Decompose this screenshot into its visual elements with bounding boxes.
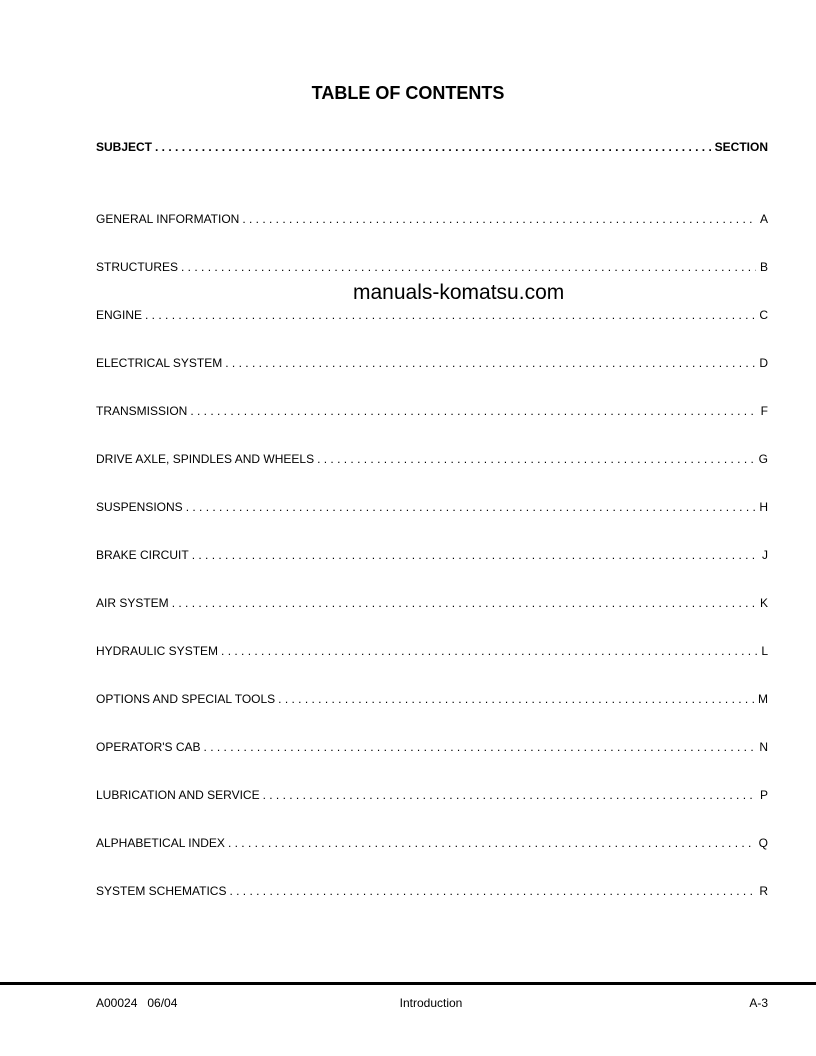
toc-entry[interactable] bbox=[96, 788, 768, 802]
toc-entry-label: ENGINE bbox=[96, 308, 143, 322]
subject-header: SUBJECT bbox=[96, 140, 153, 154]
toc-entry-section: N bbox=[759, 740, 768, 754]
dot-leader bbox=[226, 884, 755, 898]
dot-leader bbox=[225, 836, 755, 850]
toc-entry-section: G bbox=[758, 452, 768, 466]
toc-entry[interactable] bbox=[96, 404, 768, 418]
toc-entry[interactable] bbox=[96, 596, 768, 610]
toc-entry[interactable] bbox=[96, 452, 768, 466]
toc-entry[interactable] bbox=[96, 212, 768, 226]
dot-leader bbox=[142, 308, 755, 322]
toc-entry-section: J bbox=[762, 548, 768, 562]
toc-entry-section: Q bbox=[758, 836, 768, 850]
toc-entry-section: L bbox=[761, 644, 768, 658]
toc-entry-label: HYDRAULIC SYSTEM bbox=[96, 644, 219, 658]
section-header: SECTION bbox=[714, 140, 768, 154]
dot-leader bbox=[183, 500, 756, 514]
toc-entry-section: K bbox=[759, 596, 768, 610]
toc-header bbox=[96, 140, 768, 154]
dot-leader bbox=[222, 356, 755, 370]
toc-entry-section: M bbox=[758, 692, 768, 706]
dot-leader bbox=[314, 452, 755, 466]
toc-entry[interactable] bbox=[96, 884, 768, 898]
toc-entry-label: TRANSMISSION bbox=[96, 404, 188, 418]
dot-leader bbox=[260, 788, 756, 802]
toc-entry-label: ELECTRICAL SYSTEM bbox=[96, 356, 223, 370]
toc-entry-section: C bbox=[759, 308, 768, 322]
toc-entry-label: OPERATOR'S CAB bbox=[96, 740, 201, 754]
toc-entry-section: F bbox=[760, 404, 768, 418]
toc-entry-section: P bbox=[759, 788, 768, 802]
toc-entry-label: SYSTEM SCHEMATICS bbox=[96, 884, 227, 898]
dot-leader bbox=[189, 548, 758, 562]
toc-entry[interactable] bbox=[96, 260, 768, 274]
dot-leader bbox=[169, 596, 756, 610]
page-title: TABLE OF CONTENTS bbox=[311, 83, 505, 103]
toc-entry[interactable] bbox=[96, 356, 768, 370]
watermark: manuals-komatsu.com bbox=[353, 281, 565, 304]
footer-doc-id: A00024 06/04 bbox=[96, 996, 178, 1010]
dot-leader bbox=[201, 740, 756, 754]
toc-entry-section: D bbox=[759, 356, 768, 370]
toc-entry[interactable] bbox=[96, 740, 768, 754]
toc-entry-section: B bbox=[759, 260, 768, 274]
toc-entry[interactable] bbox=[96, 308, 768, 322]
toc-entry-section: A bbox=[759, 212, 768, 226]
footer-rule bbox=[0, 982, 816, 985]
toc-entry[interactable] bbox=[96, 644, 768, 658]
toc-entry-section: H bbox=[759, 500, 768, 514]
dot-leader bbox=[275, 692, 754, 706]
toc-entry[interactable] bbox=[96, 548, 768, 562]
toc-entry[interactable] bbox=[96, 500, 768, 514]
toc-entry-label: ALPHABETICAL INDEX bbox=[96, 836, 225, 850]
toc-entry-section: R bbox=[759, 884, 768, 898]
toc-entry-label: LUBRICATION AND SERVICE bbox=[96, 788, 260, 802]
footer-page-number: A-3 bbox=[749, 996, 768, 1010]
footer-chapter: Introduction bbox=[399, 996, 463, 1010]
dot-leader bbox=[152, 140, 711, 154]
dot-leader bbox=[187, 404, 756, 418]
toc-entry-label: SUSPENSIONS bbox=[96, 500, 183, 514]
toc-entry-label: AIR SYSTEM bbox=[96, 596, 169, 610]
dot-leader bbox=[218, 644, 757, 658]
toc-entry-label: STRUCTURES bbox=[96, 260, 179, 274]
toc-entry-label: GENERAL INFORMATION bbox=[96, 212, 240, 226]
toc-entry-label: OPTIONS AND SPECIAL TOOLS bbox=[96, 692, 276, 706]
toc-entry-label: DRIVE AXLE, SPINDLES AND WHEELS bbox=[96, 452, 315, 466]
dot-leader bbox=[178, 260, 756, 274]
dot-leader bbox=[239, 212, 756, 226]
toc-entry[interactable] bbox=[96, 692, 768, 706]
toc-entry[interactable] bbox=[96, 836, 768, 850]
toc-entry-label: BRAKE CIRCUIT bbox=[96, 548, 189, 562]
